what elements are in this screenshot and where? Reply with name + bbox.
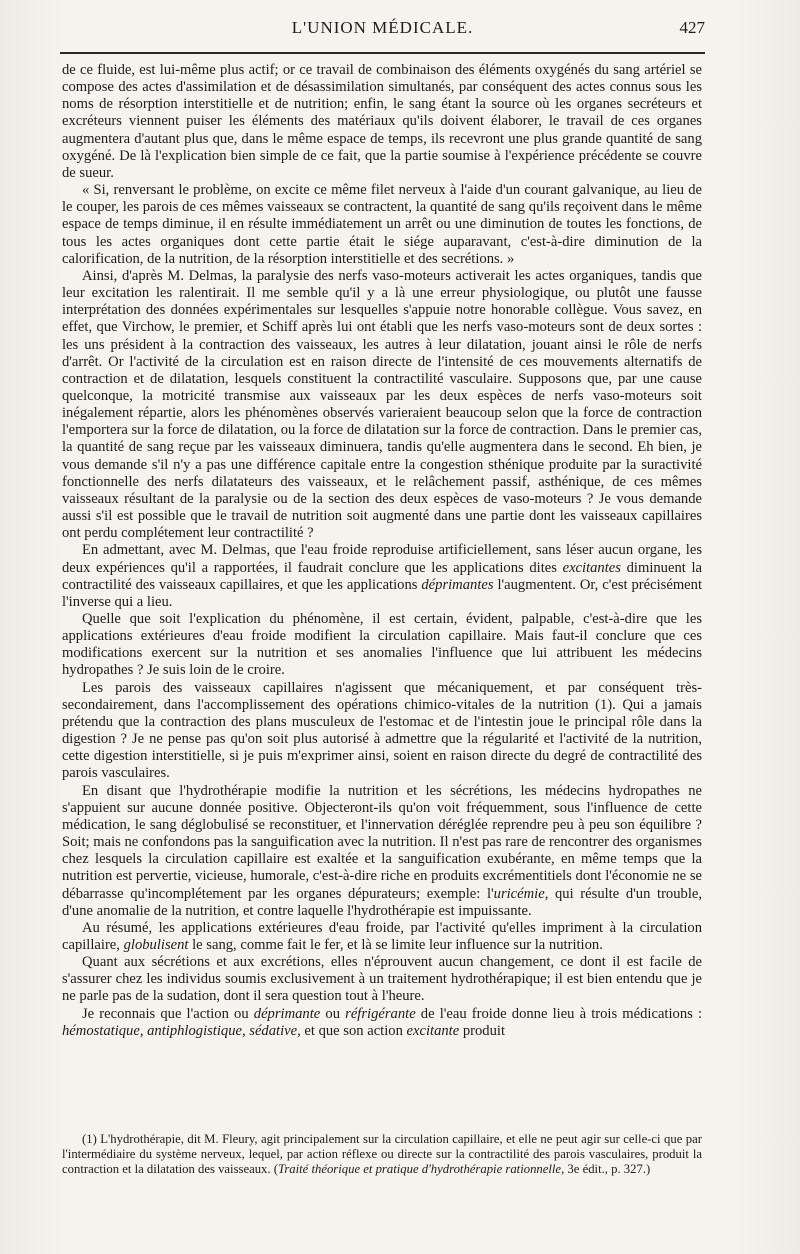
paragraph-7: [62, 783, 702, 920]
paragraph-4: [62, 542, 702, 611]
paragraph-10-emphasis-2: réfrigérante: [345, 1005, 416, 1022]
running-head-title: L'UNION MÉDICALE.: [291, 18, 474, 37]
paragraph-9: Quant aux sécrétions et aux excrétions, elles n'éprouvent aucun changement, ce dont il est facile de s'assurer chez les individus soumis exclusivement à un traitement hydrothérapique; il est bien entendu que je ne parle pas de la sudation, dont il sera question tout à l'heure.: [62, 954, 702, 1005]
paragraph-10-emphasis-3: hémostatique, antiphlogistique, sédative,: [62, 1022, 301, 1039]
paragraph-5: Quelle que soit l'explication du phénomène, il est certain, évident, palpable, c'est-à-dire que les applications extérieures d'eau froide modifient la circulation capillaire. Mais faut-il conclure que ces modifications exercent sur la nutrition et ses anomalies l'influence que lui attribuent les médecins hydropathes ? Je suis loin de le croire.: [62, 611, 702, 679]
paragraph-6: Les parois des vaisseaux capillaires n'agissent que mécaniquement, et par conséquent très-secondairement, dans l'accomplissement des opérations chimico-vitales de la nutrition (1). Qui a jamais prétendu que la contraction des plans musculeux de l'estomac et de l'intestin joue le principal rôle dans la digestion ? Je ne pense pas qu'on soit plus autorisé à admettre que la régularité et l'activité de la nutrition, cette digestion interstitielle, si je puis m'exprimer ainsi, soient en raison directe du degré de contractilité des parois vasculaires.: [62, 679, 702, 782]
paragraph-4-text-b: diminuent la contractilité des vaisseaux capillaires, et que les applications: [62, 559, 703, 593]
paragraph-7-text-b: , qui résulte d'un trouble, d'une anomalie de la nutrition, et contre laquelle l'hydrothérapie est impuissante.: [62, 885, 702, 919]
footnote-block: [62, 1132, 702, 1178]
paragraph-8-text-b: le sang, comme fait le fer, et là se limite leur influence sur la nutrition.: [188, 936, 603, 953]
page-header: [60, 18, 705, 50]
paragraph-2: « Si, renversant le problème, on excite ce même filet nerveux à l'aide d'un courant galvanique, au lieu de le couper, les parois de ces mêmes vaisseaux se contractent, la quantité de sang qu'ils reçoivent dans le même espace de temps diminue, il en résulte immédiatement un arrêt ou une diminution de toutes les fonctions, de tous les actes organiques dont cette partie était le siége auparavant, c'est-à-dire diminution de la calorification, de la nutrition, de la résorption interstitielle et des secrétions. »: [62, 182, 702, 267]
header-rule: [60, 52, 705, 54]
paragraph-4-text-c: l'augmentent. Or, c'est précisément l'inverse qui a lieu.: [62, 576, 702, 610]
paragraph-4-emphasis-2: déprimantes: [421, 576, 494, 593]
body-text: [62, 62, 702, 1040]
paragraph-4-text-a: En admettant, avec M. Delmas, que l'eau froide reproduise artificiellement, sans léser aucun organe, les deux expériences qu'il a rapportées, il faudrait conclure que les applications dites: [62, 542, 702, 576]
paragraph-10-text-c: de l'eau froide donne lieu à trois médications :: [415, 1005, 703, 1022]
footnote-1: [62, 1132, 702, 1178]
paragraph-3: Ainsi, d'après M. Delmas, la paralysie des nerfs vaso-moteurs activerait les actes organiques, tandis que leur excitation les ralentirait. Il me semble qu'il y a là une erreur physiologique, ou plutôt une fausse interprétation des données expérimentales sur lesquelles s'appuie notre honorable collègue. Vous savez, en effet, que Virchow, le premier, et Schiff après lui ont établi que les nerfs vaso-moteurs sont de deux sortes : les uns président à la contraction des vaisseaux, les autres à leur dilatation, jouant ainsi le rôle de nerfs d'arrêt. Or l'activité de la circulation est en raison directe de l'intensité de ces mouvements alternatifs de contraction et de dilatation, lesquels constituent la contractilité vasculaire. Supposons que, par une cause quelconque, la motricité transmise aux vaisseaux par les deux espèces de nerfs vaso-moteurs soit inégalement répartie, alors les phénomènes observés varieraient beaucoup selon que la force de contraction l'emportera sur la force de dilatation, ou la force de dilatation sur la force de contraction. Dans le premier cas, la quantité de sang reçue par les vaisseaux diminuera, tandis qu'elle augmentera dans le second. Eh bien, je vous demande s'il n'y a pas une différence capitale entre la congestion sthénique produite par la suractivité fonctionnelle des nerfs dilatateurs des vaisseaux, et le relâchement passif, asthénique, de ces mêmes vaisseaux résultant de la paralysie ou de la section des deux espèces de vaso-moteurs ? Je vous demande aussi s'il est possible que le travail de nutrition soit augmenté dans une partie dont les vaisseaux capillaires ont perdu complétement leur contractilité ?: [62, 267, 702, 542]
paragraph-10-text-a: Je reconnais que l'action ou: [82, 1005, 254, 1022]
paragraph-8-text-a: Au résumé, les applications extérieures d'eau froide, par l'activité qu'elles impriment à la circulation capillaire,: [62, 919, 702, 953]
paragraph-10-text-d: et que son action: [300, 1022, 407, 1039]
paragraph-10: [62, 1006, 702, 1040]
page-number: 427: [679, 18, 705, 37]
paragraph-4-emphasis-1: excitantes: [562, 559, 621, 576]
paragraph-10-text-b: ou: [320, 1005, 346, 1022]
footnote-citation-title: Traité théorique et pratique d'hydrothérapie rationnelle,: [277, 1162, 565, 1177]
paragraph-1: de ce fluide, est lui-même plus actif; or ce travail de combinaison des éléments oxygénés du sang artériel se compose des actes d'assimilation et de désassimilation simultanés, par conséquent des actes connus sous les noms de résorption interstitielle et de nutrition; enfin, le sang étant la source où les organes secréteurs et excréteurs viennent puiser les éléments des matériaux qu'ils doivent élaborer, le travail de ces organes augmentera d'autant plus que, dans le même espace de temps, ils recevront une plus grande quantité de sang oxygéné. De là l'explication bien simple de ce fait, que la partie soumise à l'expérience précédente se couvre de sueur.: [62, 62, 702, 181]
paragraph-10-emphasis-1: déprimante: [253, 1005, 321, 1022]
paragraph-8: [62, 920, 702, 954]
footnote-text-b: 3e édit., p. 327.): [564, 1162, 651, 1177]
paragraph-7-text-a: En disant que l'hydrothérapie modifie la nutrition et les sécrétions, les médecins hydropathes ne s'appuient sur aucune donnée positive. Objecteront-ils qu'on voit fréquemment, sous l'influence de cette médication, le sang déglobulisé se reconstituer, et l'innervation déréglée reprendre peu à peu son équilibre ? Soit; mais ne confondons pas la sanguification avec la nutrition. Il n'est pas rare de rencontrer des organismes chez lesquels la circulation capillaire est exaltée et la sanguification exubérante, en même temps que la nutrition est pervertie, vicieuse, humorale, c'est-à-dire riche en produits excrémentitiels dont l'économie ne se débarrasse qu'incomplétement par les organes dépurateurs; exemple: l': [62, 782, 702, 902]
paragraph-7-emphasis: uricémie: [493, 885, 545, 902]
paragraph-8-emphasis: globulisent: [123, 936, 189, 953]
paragraph-10-emphasis-4: excitante: [406, 1022, 460, 1039]
footnote-text-a: (1) L'hydrothérapie, dit M. Fleury, agit principalement sur la circulation capillaire, et elle ne peut agir sur celle-ci que par l'intermédiaire du système nerveux, lequel, par action réflexe ou directe sur la contractilité des parois vasculaires, produit la contraction et la dilatation des vaisseaux. (: [62, 1132, 702, 1177]
paragraph-10-text-e: produit: [459, 1022, 506, 1039]
